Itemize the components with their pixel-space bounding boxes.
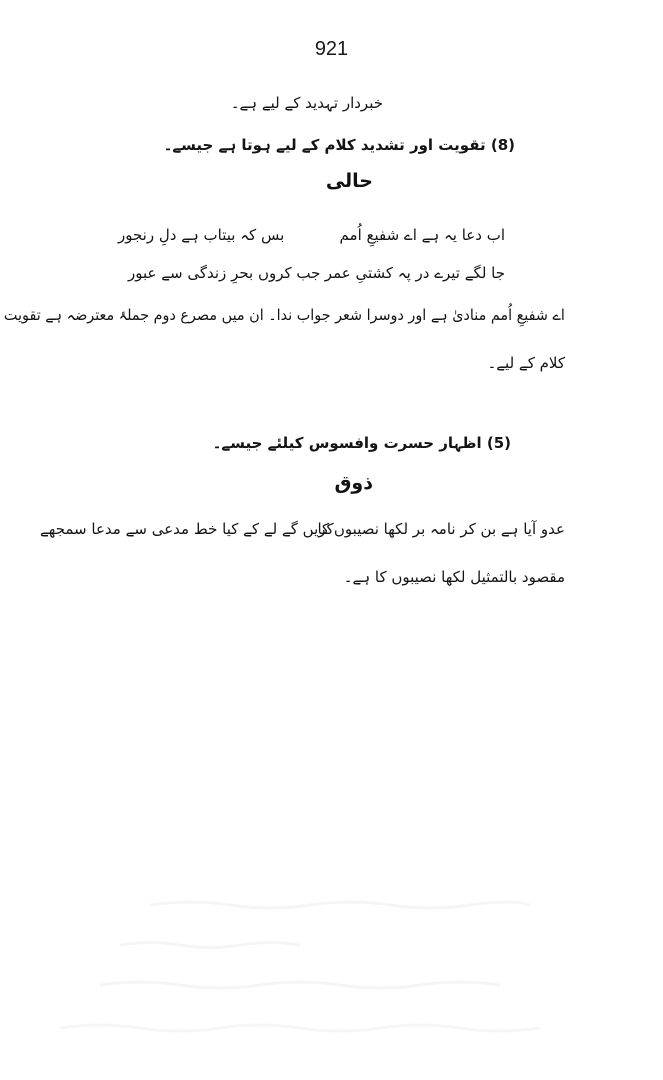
verse-3-right: عدو آیا ہے بن کر نامہ بر لکھا نصیبوں کا bbox=[317, 520, 565, 538]
heading-8: (8) تقویت اور تشدید کلام کے لیے ہوتا ہے جیسے۔ bbox=[163, 136, 515, 154]
explanation-1: اے شفیعِ اُمم منادیٰ ہے اور دوسرا شعر جواب ندا۔ ان میں مصرع دوم جملۂ معترضہ ہے تقویت bbox=[4, 306, 565, 324]
verse-3-left: کریں گے لے کے کیا خط مدعی سے مدعا سمجھے bbox=[40, 520, 334, 538]
poet-name-zauq: ذوق bbox=[334, 472, 373, 494]
page-number: 921 bbox=[314, 38, 349, 60]
verse-2-right: جا لگے تیرے در پہ کشتیِ عمر bbox=[324, 264, 505, 282]
poet-name-hali: حالی bbox=[325, 170, 373, 192]
verse-1-left: بس کہ بیتاب ہے دلِ رنجور bbox=[118, 226, 285, 244]
verse-1-right: اب دعا یہ ہے اے شفیعِ اُمم bbox=[339, 226, 505, 244]
heading-5: (5) اظہار حسرت وافسوس کیلئے جیسے۔ bbox=[212, 434, 511, 452]
verse-2-left: جب کروں بحرِ زندگی سے عبور bbox=[128, 264, 321, 282]
text-line-tahdid: خبردار تہدید کے لیے ہے۔ bbox=[230, 94, 383, 112]
explanation-1-cont: کلام کے لیے۔ bbox=[487, 354, 565, 372]
explanation-2: مقصود بالتمثیل لکھا نصیبوں کا ہے۔ bbox=[343, 568, 565, 586]
